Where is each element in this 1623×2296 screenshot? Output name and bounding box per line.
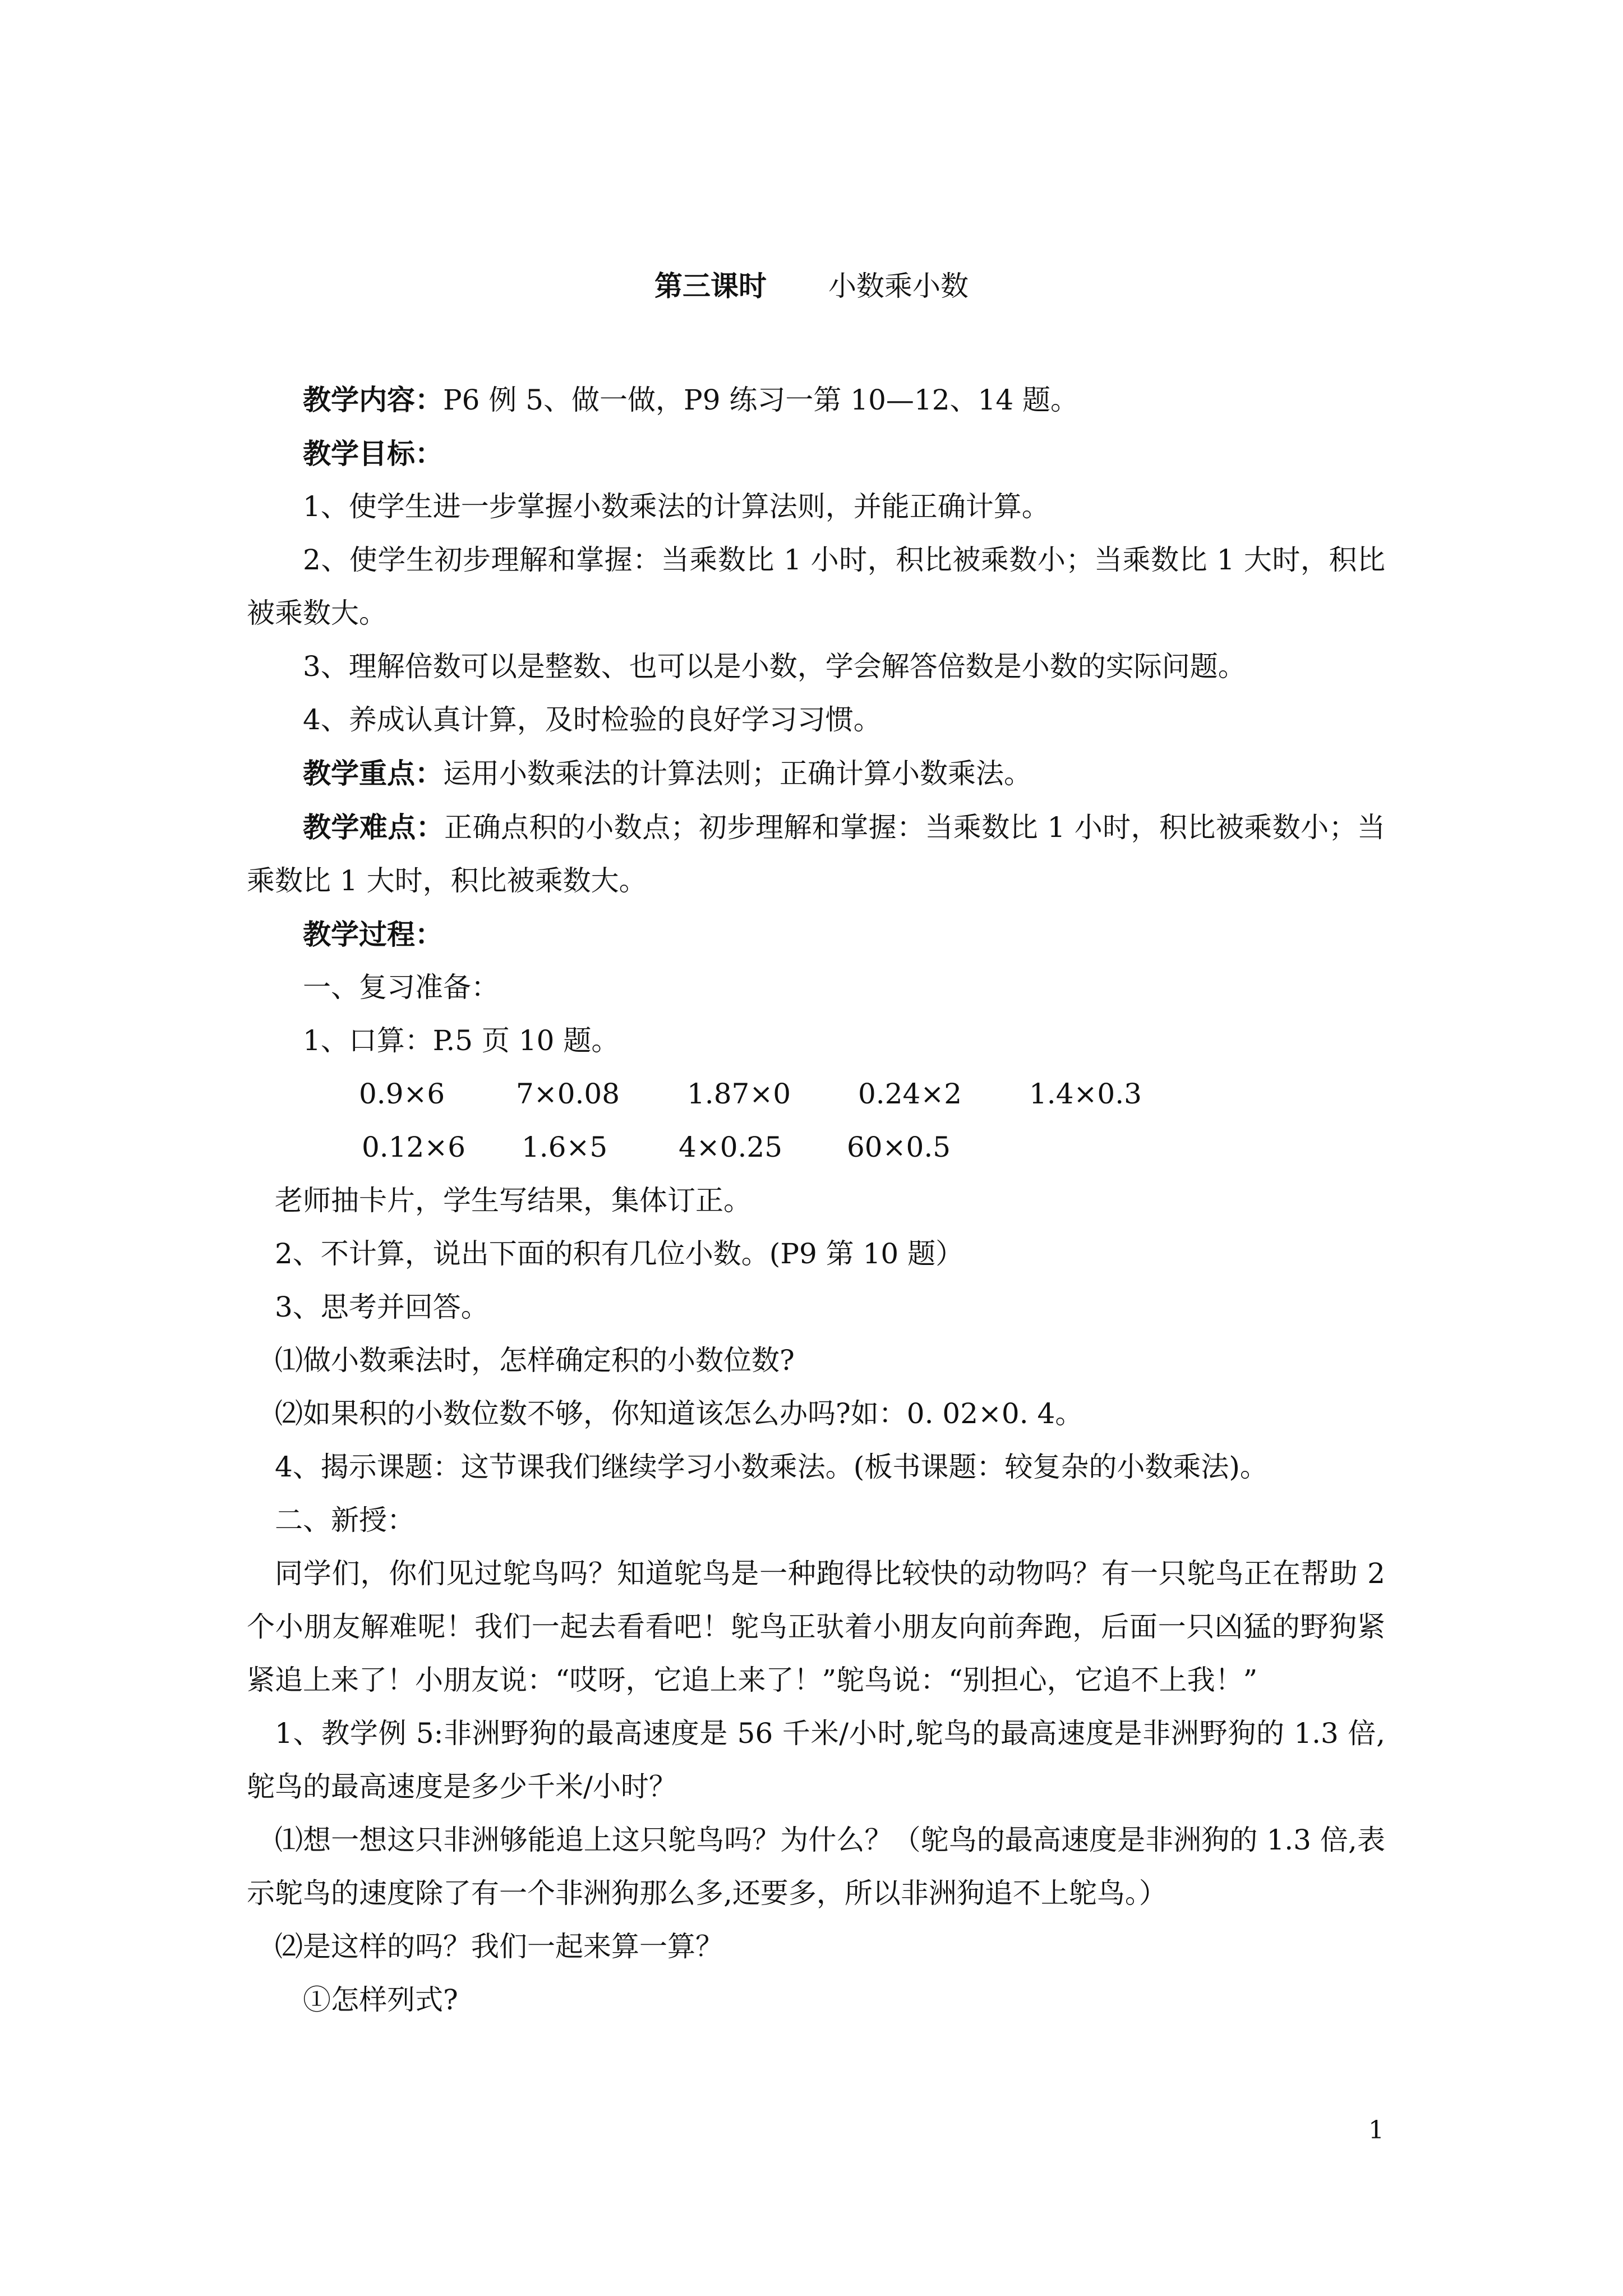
key-label: 教学重点： [303,757,443,790]
example-5: 1、教学例 5:非洲野狗的最高速度是 56 千米/小时,鸵鸟的最高速度是非洲野狗的 1.3 倍,鸵鸟的最高速度是多少千米/小时？ [247,1717,1385,1803]
review-item-3: 3、思考并回答。 [275,1291,489,1323]
calc-expr: 0.12×6 [362,1131,466,1163]
calc-expr: 1.4×0.3 [1029,1078,1142,1110]
teaching-content [247,373,1385,427]
process-heading: 教学过程： [303,918,443,951]
key-text: 运用小数乘法的计算法则；正确计算小数乘法。 [443,757,1032,790]
calc-expr: 7×0.08 [516,1078,620,1110]
story-paragraph: 同学们，你们见过鸵鸟吗？知道鸵鸟是一种跑得比较快的动物吗？有一只鸵鸟正在帮助 2 个小朋友解难呢！我们一起去看看吧！鸵鸟正驮着小朋友向前奔跑，后面一只凶猛的野狗紧紧追上来了！小朋友说：“哎呀，它追上来了！”鸵鸟说：“别担心，它追不上我！” [247,1557,1385,1696]
content-text: P6 例 5、做一做，P9 练习一第 10—12、14 题。 [443,384,1079,416]
oral-calc-item: 1、口算：P.5 页 10 题。 [303,1024,620,1057]
teaching-difficulty [247,800,1385,908]
goal-item: 4、养成认真计算，及时检验的良好学习习惯。 [303,703,882,736]
page-title [0,264,1623,304]
section-new-lesson: 二、新授： [275,1504,415,1536]
title-topic: 小数乘小数 [828,270,969,302]
calc-expr: 60×0.5 [847,1131,951,1163]
page-number: 1 [1368,2116,1384,2145]
calc-expr: 1.87×0 [687,1078,791,1110]
difficulty-text: 正确点积的小数点；初步理解和掌握：当乘数比 1 小时，积比被乘数小；当乘数比 1 大时，积比被乘数大。 [247,811,1386,897]
calc-row-1 [247,1068,1385,1121]
calc-expr: 1.6×5 [522,1131,608,1163]
calc-expr: 0.24×2 [858,1078,962,1110]
content-label: 教学内容： [303,383,443,416]
difficulty-label: 教学难点： [303,811,445,844]
goal-item: 1、使学生进一步掌握小数乘法的计算法则，并能正确计算。 [303,490,1050,523]
question-2: ⑵如果积的小数位数不够，你知道该怎么办吗?如：0. 02×0. 4。 [275,1397,1083,1430]
title-lesson: 第三课时 [654,269,767,302]
calc-expr: 4×0.25 [679,1131,783,1163]
document-body [247,373,1385,2027]
calc-row-2 [247,1121,1385,1174]
section-review: 一、复习准备： [303,971,499,1004]
goals-heading: 教学目标： [303,437,443,470]
goal-item: 3、理解倍数可以是整数、也可以是小数，学会解答倍数是小数的实际问题。 [303,650,1246,683]
review-item-4: 4、揭示课题：这节课我们继续学习小数乘法。(板书课题：较复杂的小数乘法)。 [275,1451,1268,1483]
review-item-2: 2、不计算，说出下面的积有几位小数。(P9 第 10 题） [275,1237,964,1270]
sub-question-2: ⑵是这样的吗？我们一起来算一算？ [275,1930,723,1963]
goal-item: 2、使学生初步理解和掌握：当乘数比 1 小时，积比被乘数小；当乘数比 1 大时，积比被乘数大。 [247,544,1385,629]
sub-question-1: ⑴想一想这只非洲够能追上这只鸵鸟吗？为什么？（鸵鸟的最高速度是非洲狗的 1.3 倍,表示鸵鸟的速度除了有一个非洲狗那么多,还要多，所以非洲狗追不上鸵鸟。） [247,1824,1385,1910]
sub-question-2a: ①怎样列式? [303,1984,458,2016]
calc-expr: 0.9×6 [359,1078,445,1110]
question-1: ⑴做小数乘法时，怎样确定积的小数位数? [275,1344,795,1377]
teacher-cards-note: 老师抽卡片，学生写结果，集体订正。 [275,1184,751,1217]
teaching-key-point [247,747,1385,800]
